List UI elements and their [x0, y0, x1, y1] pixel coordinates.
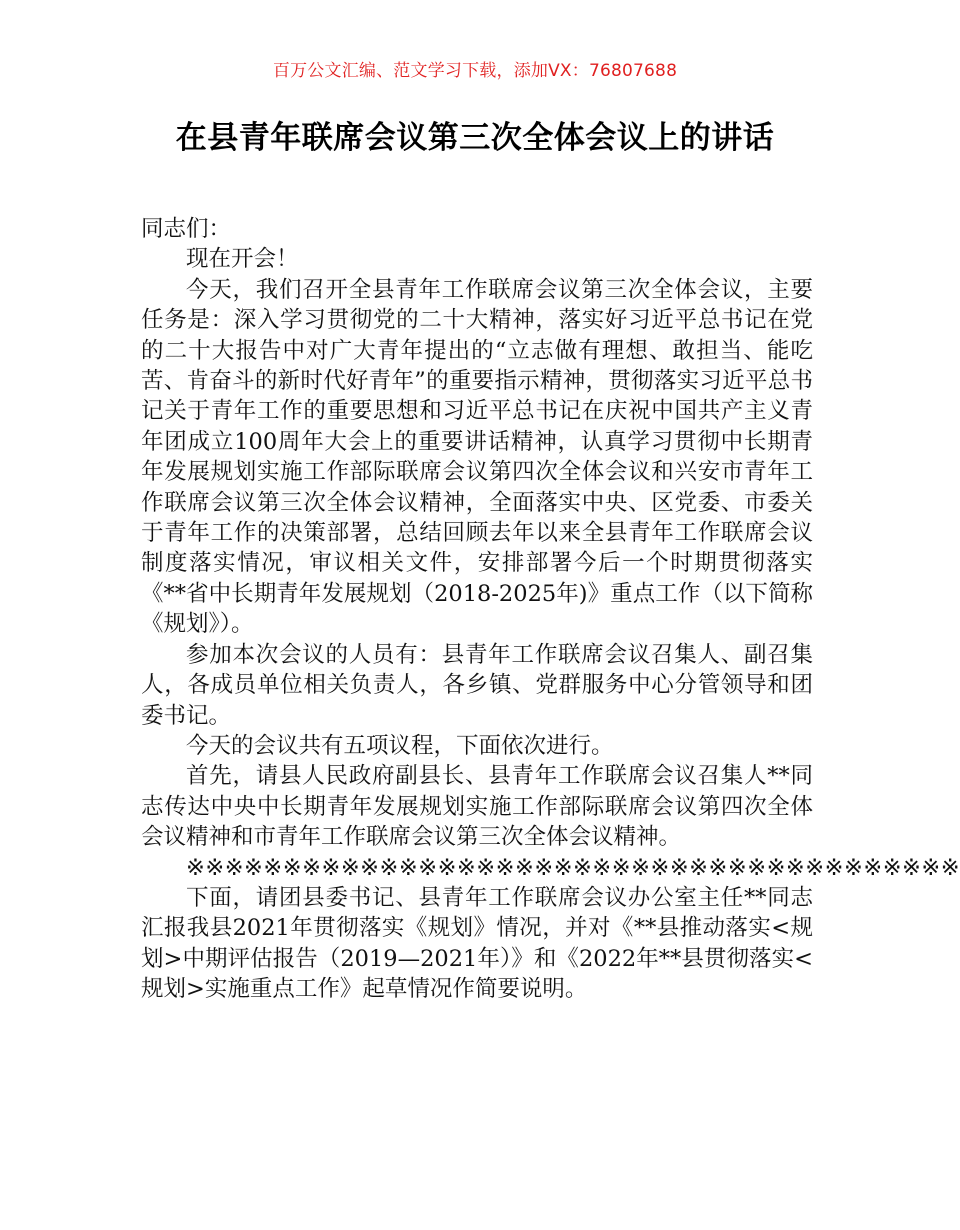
paragraph-second-item: 下面，请团县委书记、县青年工作联席会议办公室主任**同志汇报我县2021年贯彻落实《规划》情况，并对《**县推动落实<规划>中期评估报告（2019—2021年）》和《2022年**县贯彻落实<规划>实施重点工作》起草情况作简要说明。: [141, 884, 813, 1003]
paragraph-agenda: 今天的会议共有五项议程，下面依次进行。: [186, 732, 614, 759]
document-body: [141, 214, 960, 1005]
paragraph-attendees: 参加本次会议的人员有：县青年工作联席会议召集人、副召集人，各成员单位相关负责人，各乡镇、党群服务中心分管领导和团委书记。: [141, 641, 813, 729]
salutation: 同志们：: [141, 216, 232, 242]
paragraph-opening: 现在开会！: [186, 246, 299, 273]
paragraph-first-item: 首先，请县人民政府副县长、县青年工作联席会议召集人**同志传达中央中长期青年发展规划实施工作部际联席会议第四次全体会议精神和市青年工作联席会议第三次全体会议精神。: [141, 763, 813, 851]
paragraph-tasks: 今天，我们召开全县青年工作联席会议第三次全体会议，主要任务是：深入学习贯彻党的二十大精神，落实好习近平总书记在党的二十大报告中对广大青年提出的“立志做有理想、敢担当、能吃苦、肯奋斗的新时代好青年”的重要指示精神，贯彻落实习近平总书记关于青年工作的重要思想和习近平总书记在庆祝中国共产主义青年团成立100周年大会上的重要讲话精神，认真学习贯彻中长期青年发展规划实施工作部际联席会议第四次全体会议和兴安市青年工作联席会议第三次全体会议精神，全面落实中央、区党委、市委关于青年工作的决策部署，总结回顾去年以来全县青年工作联席会议制度落实情况，审议相关文件，安排部署今后一个时期贯彻落实《**省中长期青年发展规划（2018-2025年)》重点工作（以下简称《规划》）。: [141, 276, 813, 638]
promo-banner: 百万公文汇编、范文学习下载，添加VX：76807688: [272, 61, 678, 81]
document-title: 在县青年联席会议第三次全体会议上的讲话: [175, 120, 775, 156]
separator-line: ※※※※※※※※※※※※※※※※※※※※※※※※※※※※※※※※※※※※※※※※: [186, 854, 960, 881]
